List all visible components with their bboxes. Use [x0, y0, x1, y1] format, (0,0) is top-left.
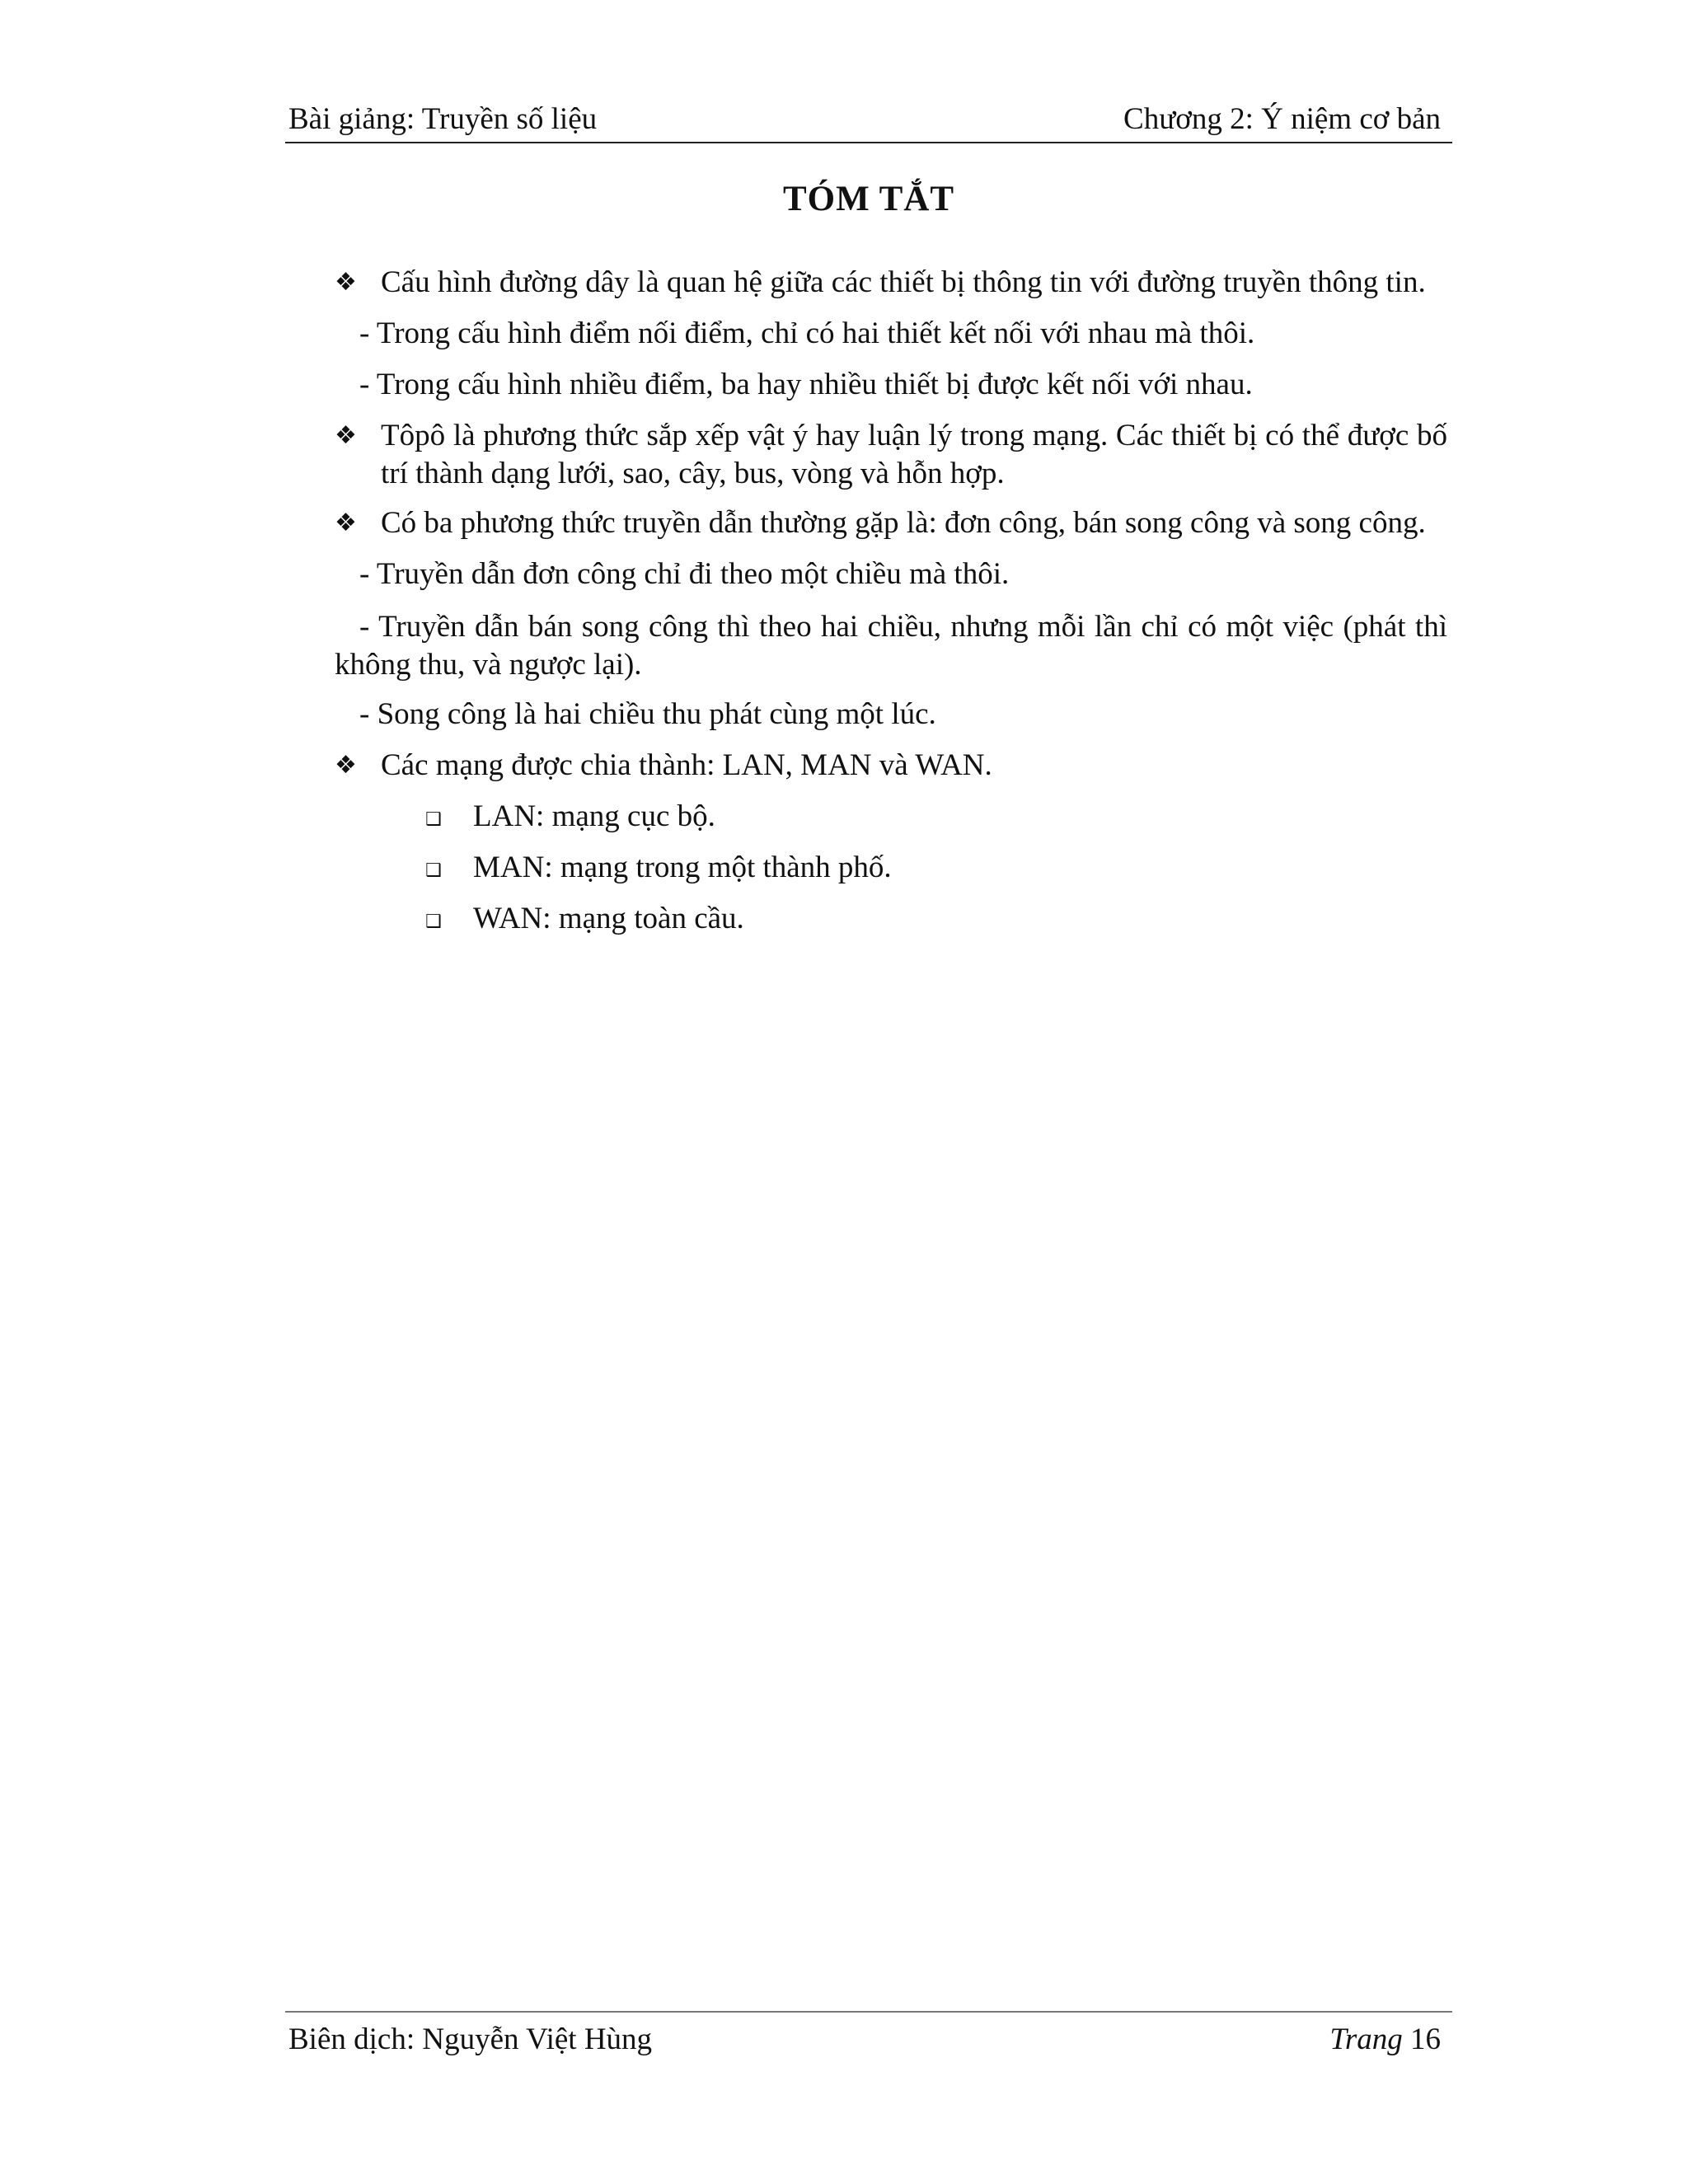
diamond-bullet-icon: ❖	[335, 751, 357, 780]
page-label: Trang	[1329, 2022, 1403, 2056]
list-item-text: Các mạng được chia thành: LAN, MAN và WAN.	[381, 748, 992, 782]
page-header	[285, 99, 1452, 140]
list-item-text: - Truyền dẫn bán song công thì theo hai chiều, nhưng mỗi lần chỉ có một việc (phát thì không thu, và ngược lại).	[335, 610, 1447, 682]
diamond-bullet-icon: ❖	[335, 268, 357, 297]
list-item-text: MAN: mạng trong một thành phố.	[473, 851, 892, 884]
page-title: TÓM TẮT	[782, 180, 955, 218]
page-number-value: 16	[1410, 2022, 1441, 2056]
list-item-text: Cấu hình đường dây là quan hệ giữa các thiết bị thông tin với đường truyền thông tin.	[381, 265, 1426, 299]
page-number	[1329, 2019, 1441, 2060]
list-item-text: LAN: mạng cục bộ.	[473, 799, 715, 833]
list-item-text: - Song công là hai chiều thu phát cùng một lúc.	[359, 697, 936, 731]
footer-translator: Biên dịch: Nguyễn Việt Hùng	[288, 2022, 653, 2056]
page-footer	[285, 2019, 1452, 2060]
diamond-bullet-icon: ❖	[335, 421, 357, 450]
list-item-text: Tôpô là phương thức sắp xếp vật ý hay luận lý trong mạng. Các thiết bị có thể được bố trí thành dạng lưới, sao, cây, bus, vòng và hỗn hợp.	[381, 419, 1447, 490]
header-course-title: Bài giảng: Truyền số liệu	[288, 102, 598, 136]
square-bullet-icon: ❑	[425, 912, 442, 932]
list-item-text: - Trong cấu hình điểm nối điểm, chỉ có hai thiết kết nối với nhau mà thôi.	[359, 316, 1255, 350]
square-bullet-icon: ❑	[425, 809, 442, 830]
footer-rule	[285, 2011, 1452, 2013]
header-rule	[285, 142, 1452, 143]
list-item-text: WAN: mạng toàn cầu.	[473, 902, 744, 935]
header-chapter-title: Chương 2: Ý niệm cơ bản	[1123, 102, 1441, 136]
list-item-text: - Trong cấu hình nhiều điểm, ba hay nhiều thiết bị được kết nối với nhau.	[359, 368, 1253, 401]
diamond-bullet-icon: ❖	[335, 509, 357, 537]
list-item-text: Có ba phương thức truyền dẫn thường gặp là: đơn công, bán song công và song công.	[381, 506, 1426, 540]
list-item-text: - Truyền dẫn đơn công chỉ đi theo một chiều mà thôi.	[359, 557, 1010, 591]
square-bullet-icon: ❑	[425, 860, 442, 881]
